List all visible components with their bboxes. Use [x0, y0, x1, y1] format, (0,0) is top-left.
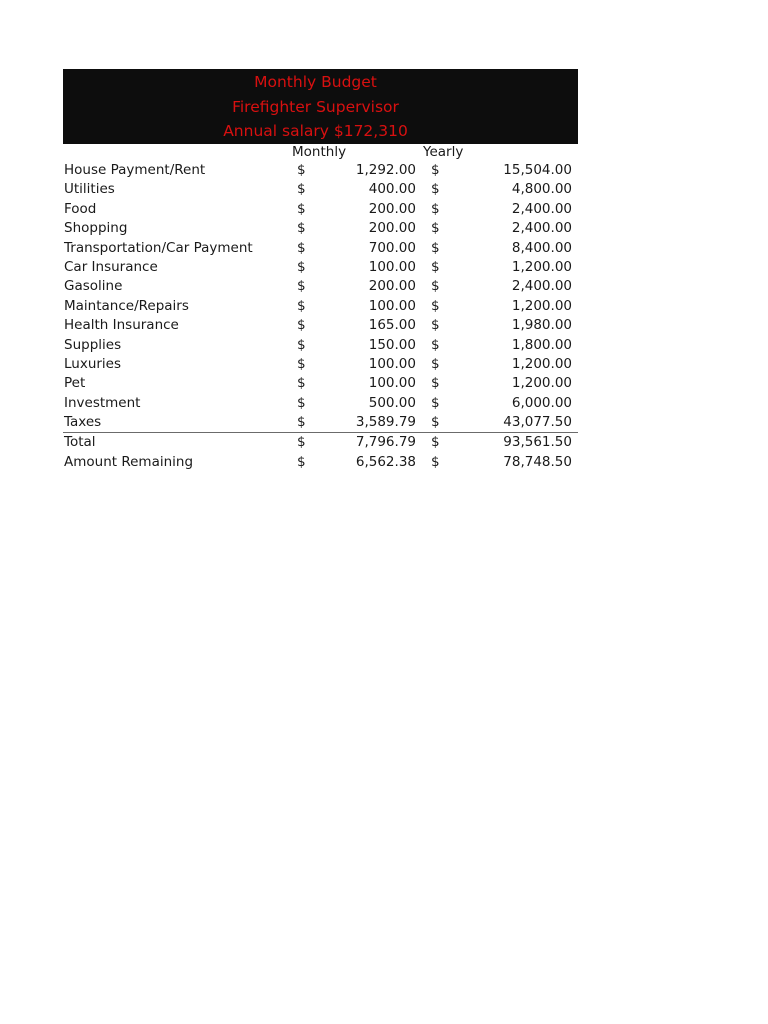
monthly-amount: 100.00 — [368, 297, 416, 314]
row-label: Pet — [64, 375, 86, 392]
row-label: Luxuries — [64, 355, 122, 372]
monthly-currency-symbol: $ — [297, 317, 306, 334]
yearly-currency-symbol: $ — [431, 200, 440, 217]
monthly-currency-symbol: $ — [297, 453, 306, 470]
yearly-amount: 4,800.00 — [511, 181, 572, 198]
monthly-currency-symbol: $ — [297, 336, 306, 353]
monthly-currency-symbol: $ — [297, 434, 306, 451]
monthly-currency-symbol: $ — [297, 394, 306, 411]
row-label: Health Insurance — [64, 317, 179, 334]
yearly-amount: 1,800.00 — [511, 336, 572, 353]
monthly-amount: 165.00 — [368, 317, 416, 334]
yearly-currency-symbol: $ — [431, 453, 440, 470]
yearly-amount: 1,200.00 — [511, 297, 572, 314]
yearly-currency-symbol: $ — [431, 414, 440, 431]
yearly-currency-symbol: $ — [431, 162, 440, 178]
monthly-amount: 700.00 — [368, 239, 416, 256]
yearly-amount: 93,561.50 — [503, 434, 572, 451]
yearly-currency-symbol: $ — [431, 317, 440, 334]
column-headers — [63, 144, 578, 161]
amount-remaining-row — [63, 453, 578, 472]
yearly-amount: 78,748.50 — [503, 453, 572, 470]
yearly-amount: 2,400.00 — [511, 200, 572, 217]
monthly-currency-symbol: $ — [297, 297, 306, 314]
table-row — [63, 239, 578, 258]
table-row — [63, 219, 578, 238]
table-row — [63, 336, 578, 355]
monthly-amount: 100.00 — [368, 258, 416, 275]
monthly-column-header: Monthly — [292, 144, 347, 160]
row-label: Shopping — [64, 220, 128, 237]
row-label: Gasoline — [64, 278, 123, 295]
annual-salary: Annual salary $172,310 — [223, 122, 408, 140]
monthly-currency-symbol: $ — [297, 239, 306, 256]
monthly-amount: 500.00 — [368, 394, 416, 411]
yearly-amount: 1,200.00 — [511, 355, 572, 372]
monthly-amount: 6,562.38 — [355, 453, 416, 470]
row-label: Maintance/Repairs — [64, 297, 189, 314]
monthly-amount: 7,796.79 — [355, 434, 416, 451]
table-row — [63, 394, 578, 413]
table-row — [63, 316, 578, 335]
yearly-currency-symbol: $ — [431, 181, 440, 198]
monthly-currency-symbol: $ — [297, 278, 306, 295]
yearly-amount: 1,200.00 — [511, 375, 572, 392]
table-row — [63, 161, 578, 180]
monthly-currency-symbol: $ — [297, 162, 306, 178]
row-label: Utilities — [64, 181, 115, 198]
header-block — [63, 69, 578, 144]
table-row — [63, 374, 578, 393]
monthly-amount: 1,292.00 — [355, 162, 416, 178]
monthly-amount: 400.00 — [368, 181, 416, 198]
row-label: House Payment/Rent — [64, 162, 206, 178]
table-row — [63, 355, 578, 374]
row-label: Total — [64, 434, 96, 451]
monthly-currency-symbol: $ — [297, 181, 306, 198]
budget-subtitle: Firefighter Supervisor — [232, 97, 399, 116]
row-label: Food — [64, 200, 97, 217]
monthly-amount: 200.00 — [368, 278, 416, 295]
row-label: Taxes — [64, 414, 102, 431]
budget-sheet — [63, 69, 578, 472]
monthly-currency-symbol: $ — [297, 200, 306, 217]
monthly-currency-symbol: $ — [297, 258, 306, 275]
monthly-currency-symbol: $ — [297, 375, 306, 392]
monthly-amount: 100.00 — [368, 355, 416, 372]
yearly-amount: 1,980.00 — [511, 317, 572, 334]
yearly-currency-symbol: $ — [431, 434, 440, 451]
yearly-currency-symbol: $ — [431, 297, 440, 314]
row-label: Investment — [64, 394, 141, 411]
row-label: Car Insurance — [64, 258, 158, 275]
yearly-currency-symbol: $ — [431, 258, 440, 275]
table-row — [63, 180, 578, 199]
table-row — [63, 277, 578, 296]
yearly-column-header: Yearly — [423, 144, 464, 160]
yearly-amount: 8,400.00 — [511, 239, 572, 256]
expense-rows — [63, 161, 578, 432]
yearly-currency-symbol: $ — [431, 336, 440, 353]
yearly-currency-symbol: $ — [431, 278, 440, 295]
table-row — [63, 297, 578, 316]
total-row — [63, 433, 578, 452]
yearly-currency-symbol: $ — [431, 375, 440, 392]
table-row — [63, 413, 578, 432]
yearly-currency-symbol: $ — [431, 220, 440, 237]
monthly-amount: 100.00 — [368, 375, 416, 392]
monthly-amount: 200.00 — [368, 220, 416, 237]
monthly-amount: 3,589.79 — [355, 414, 416, 431]
monthly-currency-symbol: $ — [297, 414, 306, 431]
budget-title: Monthly Budget — [254, 73, 377, 91]
row-label: Amount Remaining — [64, 453, 194, 470]
yearly-amount: 2,400.00 — [511, 278, 572, 295]
table-row — [63, 200, 578, 219]
yearly-amount: 43,077.50 — [503, 414, 572, 431]
yearly-currency-symbol: $ — [431, 355, 440, 372]
yearly-currency-symbol: $ — [431, 239, 440, 256]
row-label: Transportation/Car Payment — [64, 239, 253, 256]
table-row — [63, 258, 578, 277]
monthly-amount: 200.00 — [368, 200, 416, 217]
yearly-amount: 15,504.00 — [503, 162, 572, 178]
monthly-currency-symbol: $ — [297, 355, 306, 372]
monthly-currency-symbol: $ — [297, 220, 306, 237]
monthly-amount: 150.00 — [368, 336, 416, 353]
yearly-amount: 2,400.00 — [511, 220, 572, 237]
summary-rows — [63, 433, 578, 472]
yearly-amount: 1,200.00 — [511, 258, 572, 275]
yearly-amount: 6,000.00 — [511, 394, 572, 411]
row-label: Supplies — [64, 336, 122, 353]
yearly-currency-symbol: $ — [431, 394, 440, 411]
